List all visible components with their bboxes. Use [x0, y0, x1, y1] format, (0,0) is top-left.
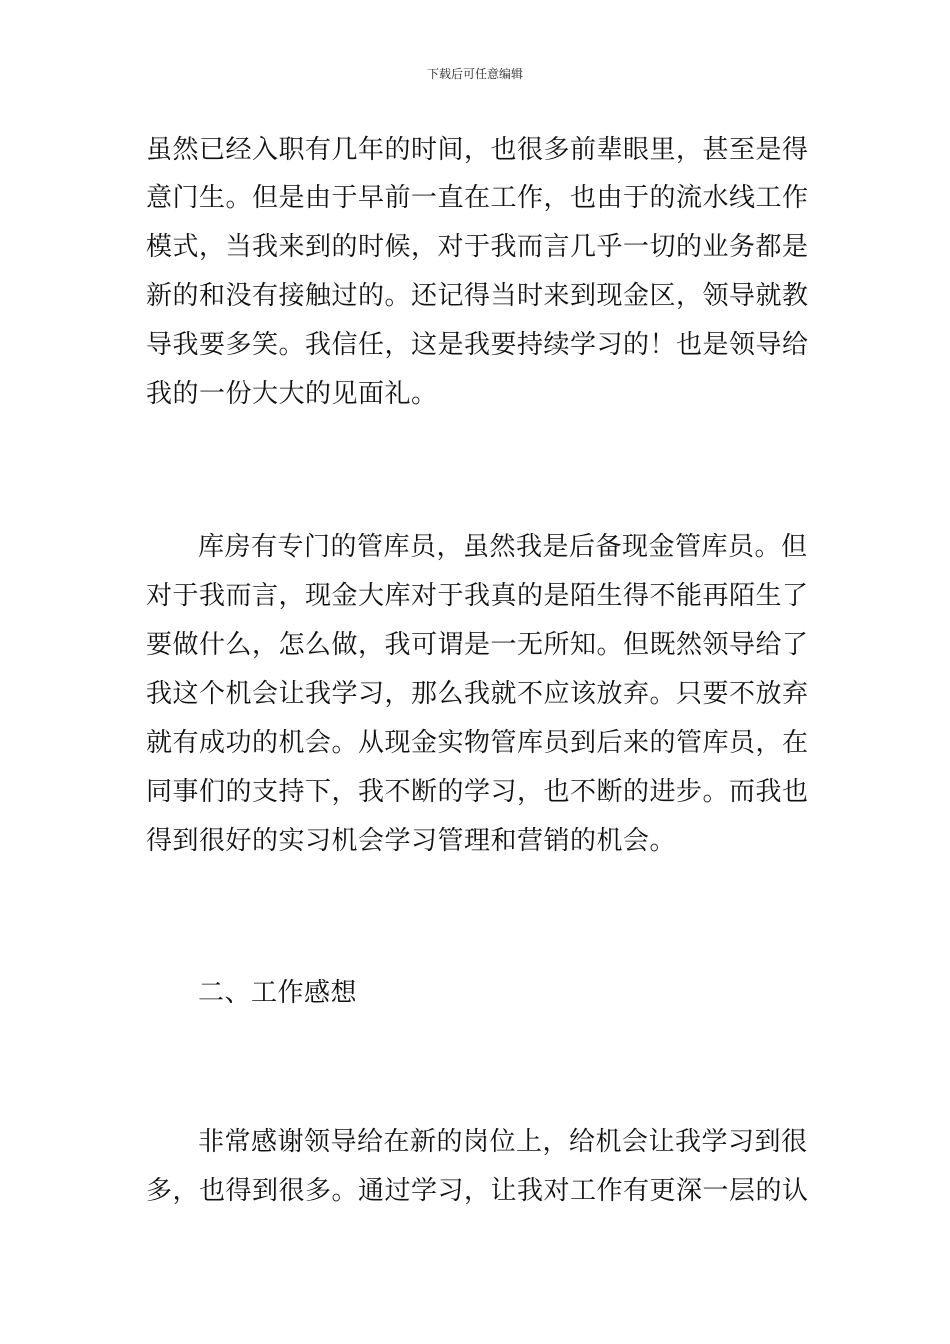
paragraph-line: 要做什么，怎么做，我可谓是一无所知。但既然领导给了 [146, 630, 809, 660]
header-note: 下载后可任意编辑 [426, 67, 523, 81]
paragraph-line: 库房有专门的管库员，虽然我是后备现金管库员。但 [198, 532, 808, 562]
paragraph-line: 就有成功的机会。从现金实物管库员到后来的管库员，在 [146, 728, 809, 758]
paragraph-line: 意门生。但是由于早前一直在工作，也由于的流水线工作 [146, 183, 809, 213]
paragraph-line: 同事们的支持下，我不断的学习，也不断的进步。而我也 [146, 777, 809, 807]
paragraph-line: 模式，当我来到的时候，对于我而言几乎一切的业务都是 [146, 232, 809, 262]
paragraph-line: 虽然已经入职有几年的时间，也很多前辈眼里，甚至是得 [146, 135, 809, 165]
paragraph-line: 我这个机会让我学习，那么我就不应该放弃。只要不放弃 [146, 679, 809, 709]
section-heading: 二、工作感想 [198, 978, 358, 1008]
paragraph-line: 导我要多笑。我信任，这是我要持续学习的！也是领导给 [146, 330, 809, 360]
paragraph-line: 得到很好的实习机会学习管理和营销的机会。 [146, 826, 677, 856]
paragraph-line: 非常感谢领导给在新的岗位上，给机会让我学习到很 [198, 1127, 808, 1157]
paragraph-line: 我的一份大大的见面礼。 [146, 379, 438, 409]
paragraph-line: 对于我而言，现金大库对于我真的是陌生得不能再陌生了 [146, 581, 809, 611]
paragraph-line: 新的和没有接触过的。还记得当时来到现金区，领导就教 [146, 281, 809, 311]
paragraph-line: 多，也得到很多。通过学习，让我对工作有更深一层的认 [146, 1176, 809, 1206]
